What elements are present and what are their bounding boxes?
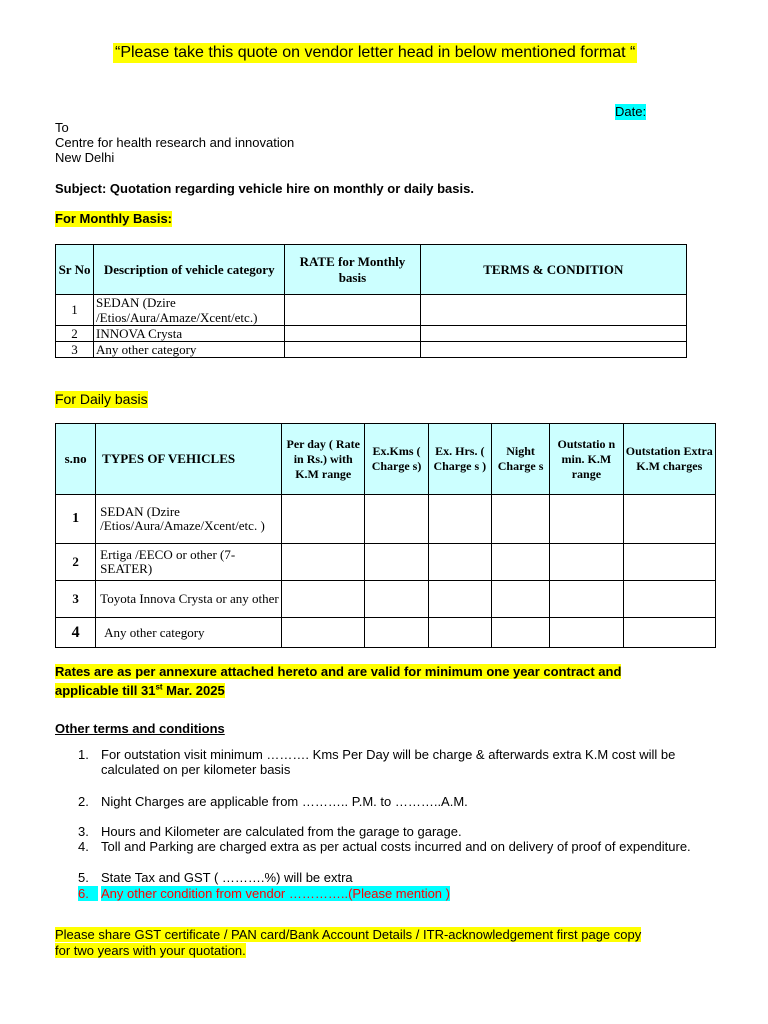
outstation-min-cell[interactable]	[550, 581, 623, 618]
monthly-table	[55, 244, 687, 358]
row-sr: 1	[56, 295, 94, 326]
row-type: Ertiga /EECO or other (7-SEATER)	[96, 544, 282, 581]
row-sno: 3	[56, 581, 96, 618]
header-outstation-min: Outstatio n min. K.M range	[550, 424, 623, 495]
row-type: SEDAN (Dzire /Etios/Aura/Amaze/Xcent/etc. )	[96, 495, 282, 544]
term-text: State Tax and GST ( ……….%) will be extra	[101, 870, 353, 885]
ex-hrs-cell[interactable]	[428, 495, 491, 544]
term-number: 3.	[78, 824, 89, 839]
outstation-extra-cell[interactable]	[623, 581, 715, 618]
header-night: Night Charge s	[491, 424, 549, 495]
subject-line: Subject: Quotation regarding vehicle hire on monthly or daily basis.	[55, 181, 474, 196]
term-number: 6.	[78, 886, 98, 901]
ex-kms-cell[interactable]	[365, 581, 428, 618]
header-ex-hrs: Ex. Hrs. ( Charge s )	[428, 424, 491, 495]
ex-hrs-cell[interactable]	[428, 581, 491, 618]
outstation-extra-cell[interactable]	[623, 495, 715, 544]
monthly-heading: For Monthly Basis:	[55, 211, 173, 226]
row-desc: Any other category	[94, 342, 285, 358]
ex-hrs-cell[interactable]	[428, 618, 491, 648]
outstation-min-cell[interactable]	[550, 495, 623, 544]
daily-heading: For Daily basis	[55, 391, 148, 407]
header-terms: TERMS & CONDITION	[420, 245, 686, 295]
night-cell[interactable]	[491, 495, 549, 544]
term-number: 5.	[78, 870, 89, 885]
table-row	[56, 495, 716, 544]
header-per-day: Per day ( Rate in Rs.) with K.M range	[282, 424, 365, 495]
table-row	[56, 581, 716, 618]
table-row	[56, 342, 687, 358]
terms-cell[interactable]	[420, 326, 686, 342]
outstation-min-cell[interactable]	[550, 544, 623, 581]
outstation-min-cell[interactable]	[550, 618, 623, 648]
table-row	[56, 295, 687, 326]
header-note: “Please take this quote on vendor letter head in below mentioned format “	[115, 44, 636, 61]
terms-cell[interactable]	[420, 295, 686, 326]
term-number: 4.	[78, 839, 89, 854]
row-sr: 3	[56, 342, 94, 358]
other-terms-heading: Other terms and conditions	[55, 721, 225, 736]
address-org: Centre for health research and innovation	[55, 135, 295, 150]
daily-table	[55, 423, 716, 648]
term-text: For outstation visit minimum ………. Kms Per Day will be charge & afterwards extra K.M cost will be calculated on per kilometer basis	[101, 747, 676, 777]
row-sno: 2	[56, 544, 96, 581]
night-cell[interactable]	[491, 618, 549, 648]
row-sr: 2	[56, 326, 94, 342]
row-sno: 1	[56, 495, 96, 544]
rates-note-line2: applicable till 31	[55, 683, 156, 699]
address-block	[55, 120, 294, 165]
rate-cell[interactable]	[285, 342, 420, 358]
row-sno: 4	[56, 618, 96, 648]
date-label: Date:	[615, 104, 647, 119]
table-row	[56, 618, 716, 648]
row-type: Toyota Innova Crysta or any other	[96, 581, 282, 618]
term-number: 2.	[78, 794, 89, 809]
rates-note-date: Mar. 2025	[162, 683, 225, 699]
header-types: TYPES OF VEHICLES	[96, 424, 282, 495]
rates-note	[55, 664, 621, 699]
term-text: Toll and Parking are charged extra as per actual costs incurred and on delivery of proof of expenditure.	[101, 839, 691, 854]
table-row	[56, 326, 687, 342]
night-cell[interactable]	[491, 581, 549, 618]
header-monthly-rate: RATE for Monthly basis	[285, 245, 420, 295]
rates-note-sup: st	[155, 683, 163, 692]
term-text: Any other condition from vendor …………..(Please mention )	[101, 886, 450, 901]
rate-cell[interactable]	[282, 495, 365, 544]
footer-note	[55, 927, 641, 959]
rate-cell[interactable]	[285, 295, 420, 326]
ex-kms-cell[interactable]	[365, 618, 428, 648]
term-text: Night Charges are applicable from ……….. P.M. to ………..A.M.	[101, 794, 468, 809]
ex-kms-cell[interactable]	[365, 544, 428, 581]
ex-kms-cell[interactable]	[365, 495, 428, 544]
term-text: Hours and Kilometer are calculated from the garage to garage.	[101, 824, 462, 839]
outstation-extra-cell[interactable]	[623, 618, 715, 648]
footer-note-line2: for two years with your quotation.	[55, 943, 246, 958]
header-sno: s.no	[56, 424, 96, 495]
night-cell[interactable]	[491, 544, 549, 581]
rate-cell[interactable]	[282, 544, 365, 581]
header-ex-kms: Ex.Kms ( Charge s)	[365, 424, 428, 495]
header-sr-no: Sr No	[56, 245, 94, 295]
row-type: Any other category	[96, 618, 282, 648]
terms-cell[interactable]	[420, 342, 686, 358]
rate-cell[interactable]	[282, 581, 365, 618]
rates-note-line1: Rates are as per annexure attached hereto and are valid for minimum one year contract and	[55, 664, 622, 679]
row-desc: SEDAN (Dzire /Etios/Aura/Amaze/Xcent/etc.)	[94, 295, 285, 326]
row-desc: INNOVA Crysta	[94, 326, 285, 342]
outstation-extra-cell[interactable]	[623, 544, 715, 581]
rate-cell[interactable]	[285, 326, 420, 342]
ex-hrs-cell[interactable]	[428, 544, 491, 581]
address-to: To	[55, 120, 69, 135]
footer-note-line1: Please share GST certificate / PAN card/Bank Account Details / ITR-acknowledgement first page copy	[55, 927, 642, 942]
header-description: Description of vehicle category	[94, 245, 285, 295]
rate-cell[interactable]	[282, 618, 365, 648]
term-number: 1.	[78, 747, 89, 762]
address-city: New Delhi	[55, 150, 115, 165]
table-row	[56, 544, 716, 581]
header-outstation-extra: Outstation Extra K.M charges	[623, 424, 715, 495]
